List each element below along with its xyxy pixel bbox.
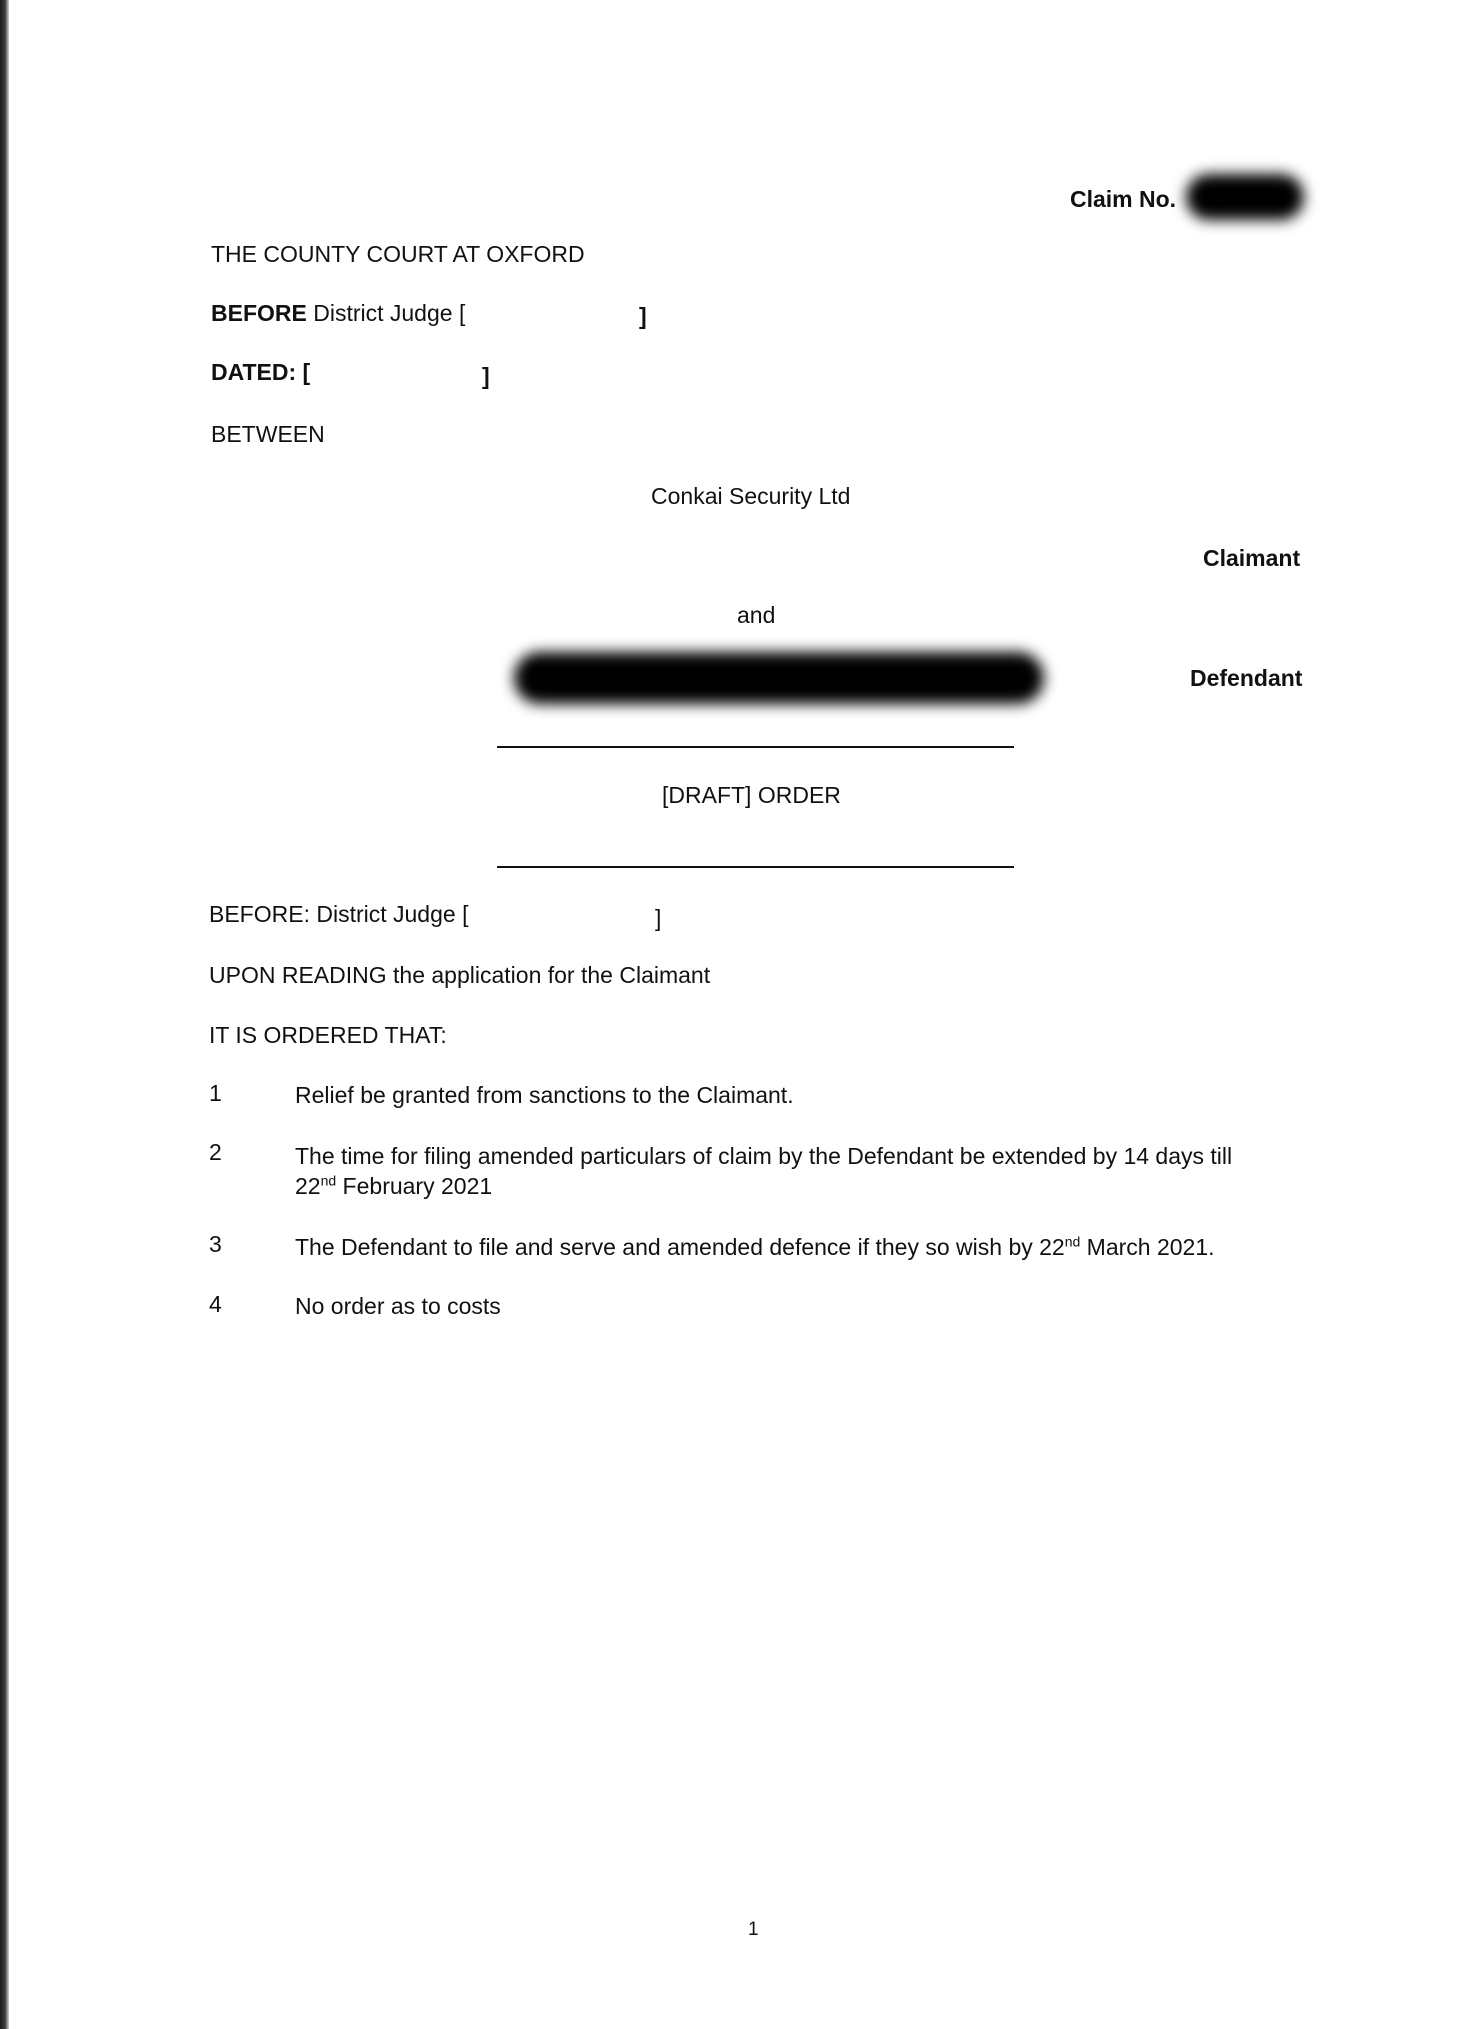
title-bottom-rule [497, 866, 1014, 868]
order-date-day: 22 [295, 1173, 321, 1199]
upon-reading-label: UPON READING [209, 962, 387, 988]
upon-reading-text: the application for the Claimant [393, 962, 711, 988]
page-number: 1 [748, 1919, 759, 1940]
order-text-main: The Defendant to file and serve and amended defence if they so wish by 22 [295, 1234, 1065, 1260]
before-judge-line [211, 299, 465, 327]
dated-label: DATED: [ [211, 359, 311, 385]
between-label: BETWEEN [211, 421, 325, 447]
order-text-line [295, 1171, 1305, 1201]
order-date-suffix: nd [320, 1172, 337, 1189]
scan-edge-shadow [0, 0, 9, 2029]
order-date-rest: February 2021 [336, 1173, 493, 1199]
claim-number-redaction [1186, 174, 1304, 220]
order-number: 3 [209, 1231, 222, 1257]
claimant-role: Claimant [1203, 545, 1301, 571]
order-date-suffix: nd [1064, 1233, 1081, 1250]
upon-reading-line [209, 961, 710, 989]
order-title: [DRAFT] ORDER [662, 782, 841, 808]
before-judge-close-bracket: ] [639, 303, 647, 329]
dated-close-bracket: ] [482, 363, 490, 389]
order-text: No order as to costs [295, 1293, 501, 1319]
title-top-rule [497, 746, 1014, 748]
claim-number-label: Claim No. [1070, 186, 1177, 212]
order-text [295, 1232, 1215, 1262]
defendant-name-redaction [514, 652, 1044, 704]
before-judge-text: District Judge [ [313, 300, 466, 326]
order-text-line: The time for filing amended particulars of claim by the Defendant be extended by 14 days till [295, 1143, 1233, 1169]
claimant-name: Conkai Security Ltd [651, 483, 851, 509]
defendant-role: Defendant [1190, 665, 1303, 691]
ordered-heading: IT IS ORDERED THAT: [209, 1022, 447, 1048]
order-text [295, 1141, 1305, 1201]
order-text: Relief be granted from sanctions to the Claimant. [295, 1082, 794, 1108]
order-date-rest: March 2021. [1080, 1234, 1215, 1260]
order-number: 4 [209, 1291, 222, 1317]
before-line-close-bracket: ] [655, 905, 662, 931]
court-name: THE COUNTY COURT AT OXFORD [211, 241, 585, 267]
before-label: BEFORE [211, 300, 307, 326]
before-line: BEFORE: District Judge [ [209, 901, 469, 927]
order-number: 1 [209, 1080, 222, 1106]
and-label: and [737, 602, 776, 628]
order-number: 2 [209, 1139, 222, 1165]
